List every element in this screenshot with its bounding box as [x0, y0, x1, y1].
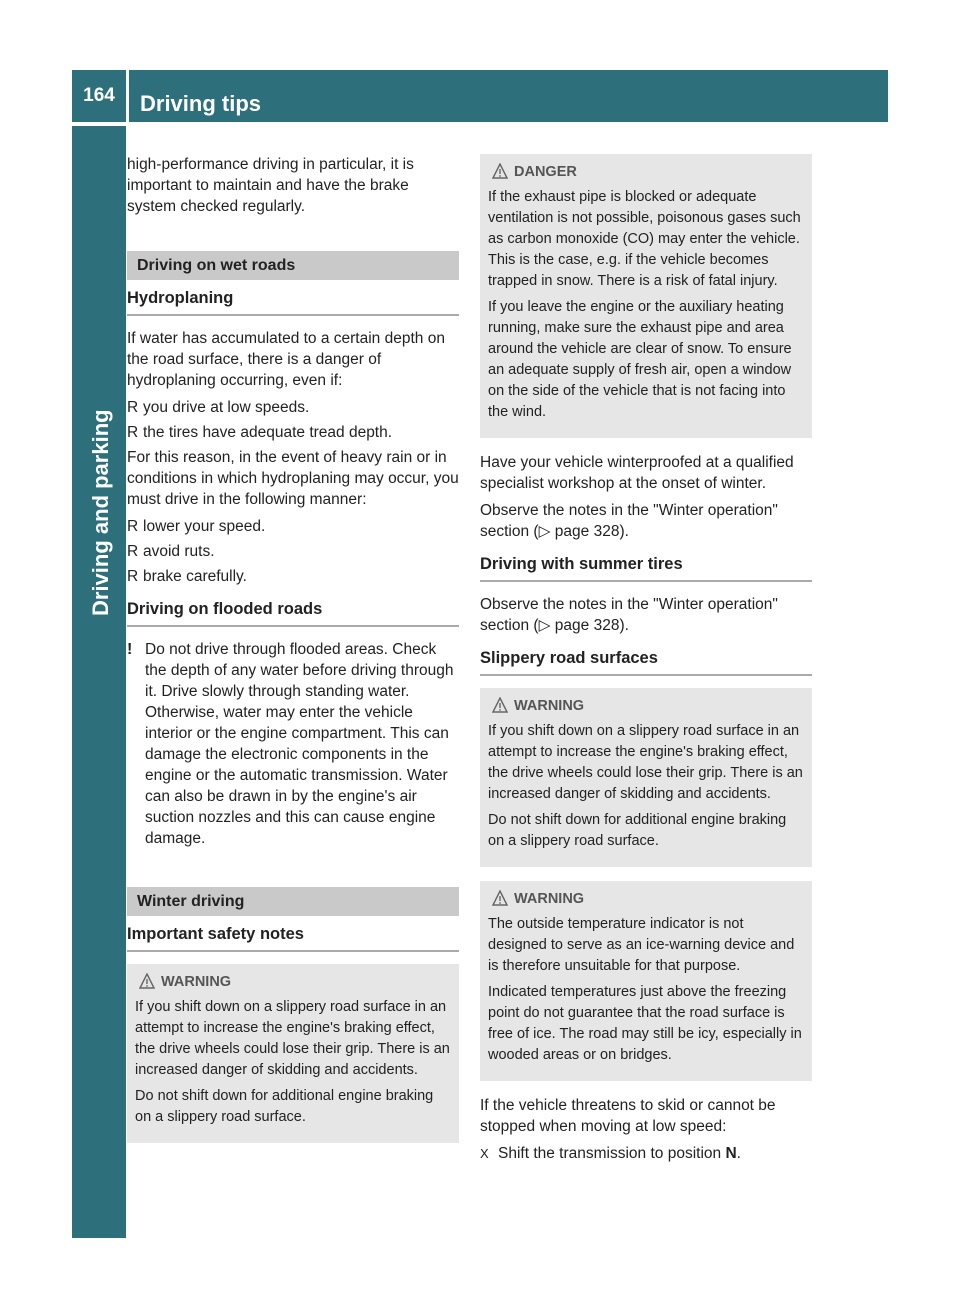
observe-text-2: Observe the notes in the "Winter operation" section (▷ page 328).: [480, 596, 778, 634]
warning-box: WARNING If you shift down on a slippery road surface in an attempt to increase the engine's braking effect, the drive wheels could lose their grip. There is an increased danger of skidding and accidents. Do not shift down for additional engine braking on a slippery road surface.: [127, 964, 459, 1143]
warning-box: WARNING If you shift down on a slippery road surface in an attempt to increase the engine's braking effect, the drive wheels could lose their grip. There is an increased danger of skidding and accidents. Do not shift down for additional engine braking on a slippery road surface.: [480, 688, 812, 867]
instruction-step: X Shift the transmission to position N.: [480, 1145, 741, 1162]
list-item: R avoid ruts.: [127, 543, 215, 560]
header-separator: [126, 70, 129, 122]
intro-text: high-performance driving in particular, it is important to maintain and have the brake system checked regularly.: [127, 156, 414, 215]
subheading-hydroplaning: Hydroplaning: [127, 288, 459, 316]
flood-note: ! Do not drive through flooded areas. Check the depth of any water before driving through it. Drive slowly through standing water. Otherwise, water may enter the vehicle interior or the engine compartment. This can damage the electronic components in the engine or the automatic transmission. Water can also be drawn in by the engine's air suction nozzles and this can cause engine damage.: [127, 641, 454, 847]
page-number: 164: [83, 85, 115, 106]
observe-text-1: Observe the notes in the "Winter operation" section (▷ page 328).: [480, 502, 778, 540]
warning-box: WARNING The outside temperature indicator is not designed to serve as an ice-warning device and is therefore unsuitable for that purpose. Indicated temperatures just above the freezing point do not guarantee that the road surface is free of ice. The road may still be icy, especially in wooded areas or on bridges.: [480, 881, 812, 1081]
subheading-safety: Important safety notes: [127, 924, 459, 952]
section-heading-winter: Winter driving: [127, 887, 459, 916]
section-heading-wet: Driving on wet roads: [127, 251, 459, 280]
hydro-text-2: For this reason, in the event of heavy rain or in conditions in which hydroplaning may occur, you must drive in the following manner:: [127, 449, 459, 508]
warning-triangle-icon: [139, 973, 155, 989]
sidebar-tab: [72, 126, 126, 1238]
warning-triangle-icon: [492, 697, 508, 713]
hydro-text: If water has accumulated to a certain depth on the road surface, there is a danger of hydroplaning occurring, even if:: [127, 330, 445, 389]
subheading-slippery: Slippery road surfaces: [480, 648, 812, 676]
step-arrow-icon: X: [480, 1146, 489, 1161]
sidebar-label: Driving and parking: [88, 409, 113, 616]
winterproof-text: Have your vehicle winterproofed at a qualified specialist workshop at the onset of winter.: [480, 454, 794, 492]
skid-text: If the vehicle threatens to skid or cannot be stopped when moving at low speed:: [480, 1097, 776, 1135]
subheading-flooded: Driving on flooded roads: [127, 599, 459, 627]
list-item: R the tires have adequate tread depth.: [127, 424, 393, 441]
left-column: [127, 154, 459, 1157]
list-item: R brake carefully.: [127, 568, 247, 585]
list-item: R lower your speed.: [127, 518, 266, 535]
danger-box: DANGER If the exhaust pipe is blocked or adequate ventilation is not possible, poisonous gases such as carbon monoxide (CO) may enter the vehicle. This is the case, e.g. if the vehicle becomes trapped in snow. There is a risk of fatal injury. If you leave the engine or the auxiliary heating running, make sure the exhaust pipe and area around the vehicle are clear of snow. To ensure an adequate supply of fresh air, open a window on the side of the vehicle that is not facing into the wind.: [480, 154, 812, 438]
right-column: [480, 154, 812, 1164]
warning-triangle-icon: [492, 163, 508, 179]
list-item: R you drive at low speeds.: [127, 399, 310, 416]
exclamation-icon: !: [127, 641, 133, 658]
warning-triangle-icon: [492, 890, 508, 906]
subheading-summer: Driving with summer tires: [480, 554, 812, 582]
page-title: Driving tips: [140, 91, 262, 116]
